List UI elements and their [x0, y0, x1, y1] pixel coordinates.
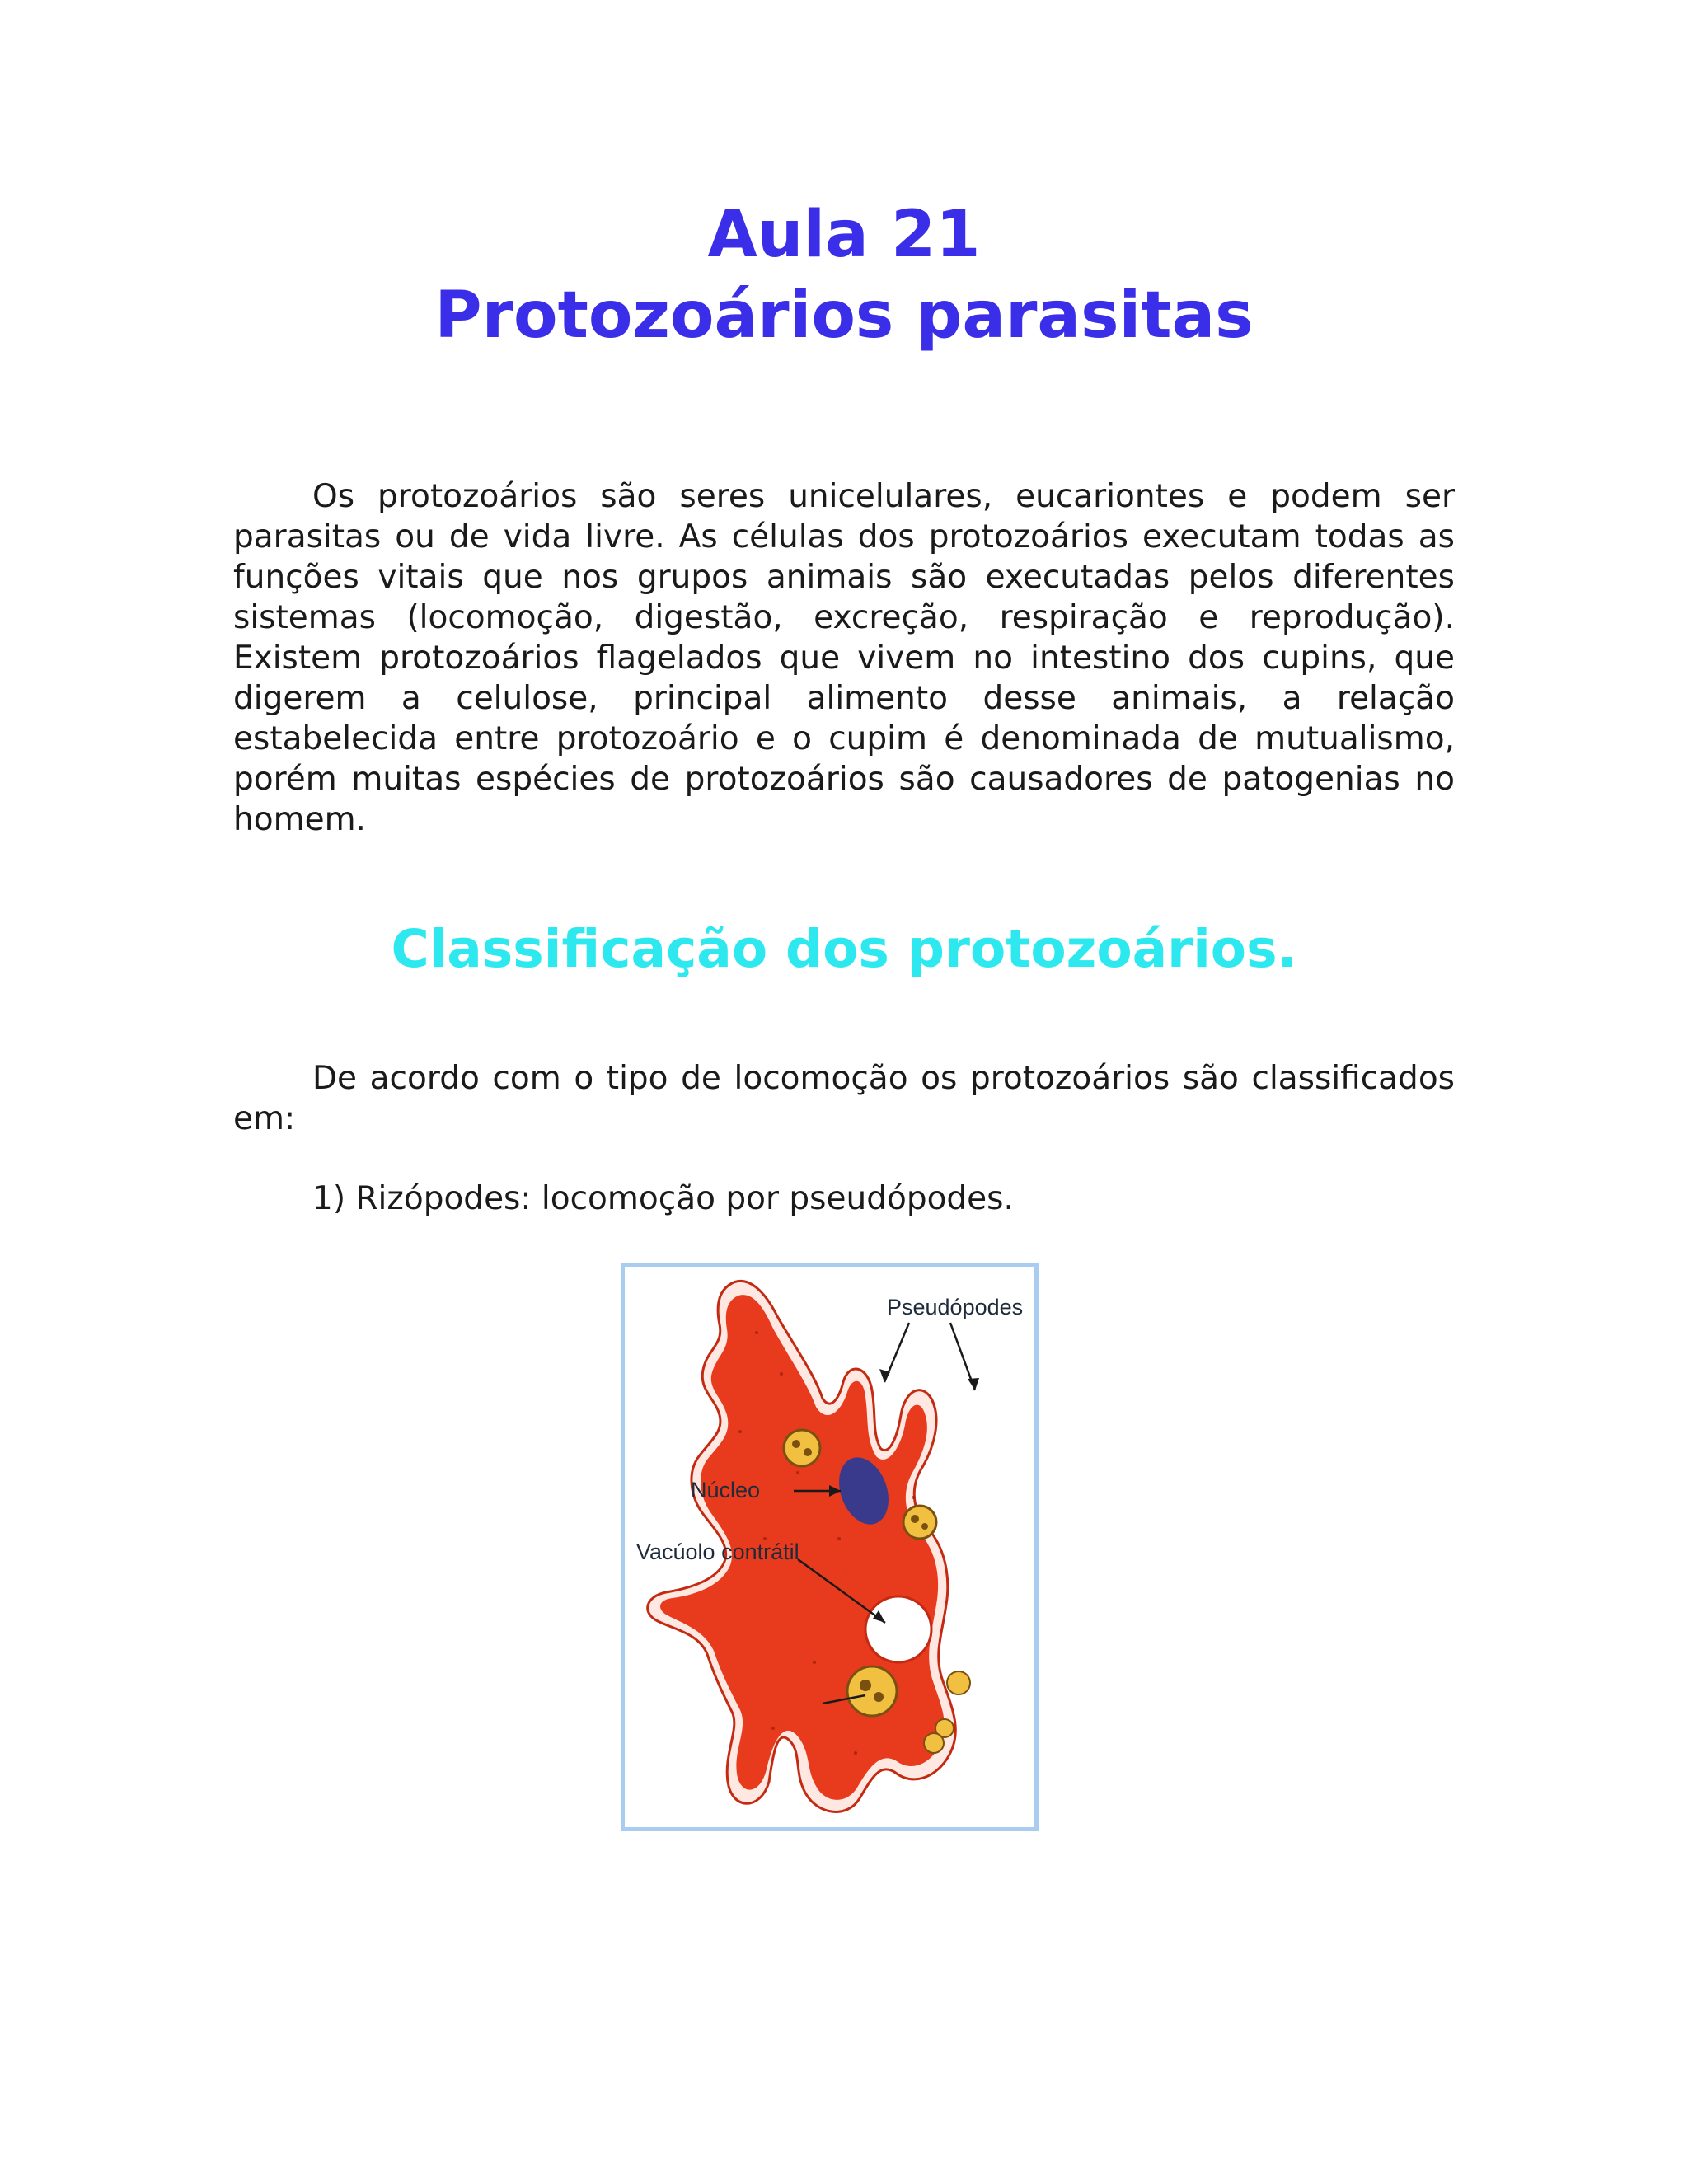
label-pseudopodes: Pseudópodes — [887, 1295, 1024, 1319]
lesson-number: Aula 21 — [707, 198, 981, 272]
list-item-rizopodes: 1) Rizópodes: locomoção por pseudópodes. — [312, 1180, 1014, 1217]
food-vacuole — [903, 1506, 936, 1539]
food-vacuole — [847, 1666, 897, 1716]
classification-paragraph: De acordo com o tipo de locomoção os protozoários são classificados em: — [233, 1060, 1455, 1137]
page-title: Protozoários parasitas — [434, 279, 1254, 353]
amoeba-illustration — [625, 1267, 1034, 1827]
section-heading: Classificação dos protozoários. — [391, 919, 1297, 979]
amoeba-figure — [621, 1263, 1039, 1831]
intro-paragraph: Os protozoários são seres unicelulares, eucariontes e podem ser parasitas ou de vida livre. As células dos protozoários executam todas as funções vitais que nos grupos animais são executadas pelos diferentes sistemas (locomoção, digestão, excreção, respiração e reprodução). Existem protozoários flagelados que vivem no intestino dos cupins, que digerem a celulose, principal alimento desse animais, a relação estabelecida entre protozoário e o cupim é denominada de mutualismo, porém muitas espécies de protozoários são causadores de patogenias no homem. — [233, 478, 1455, 838]
label-vacuolo: Vacúolo contrátil — [636, 1540, 799, 1564]
food-vacuole — [784, 1430, 820, 1466]
label-nucleo: Núcleo — [691, 1478, 761, 1502]
contractile-vacuole — [865, 1596, 931, 1662]
